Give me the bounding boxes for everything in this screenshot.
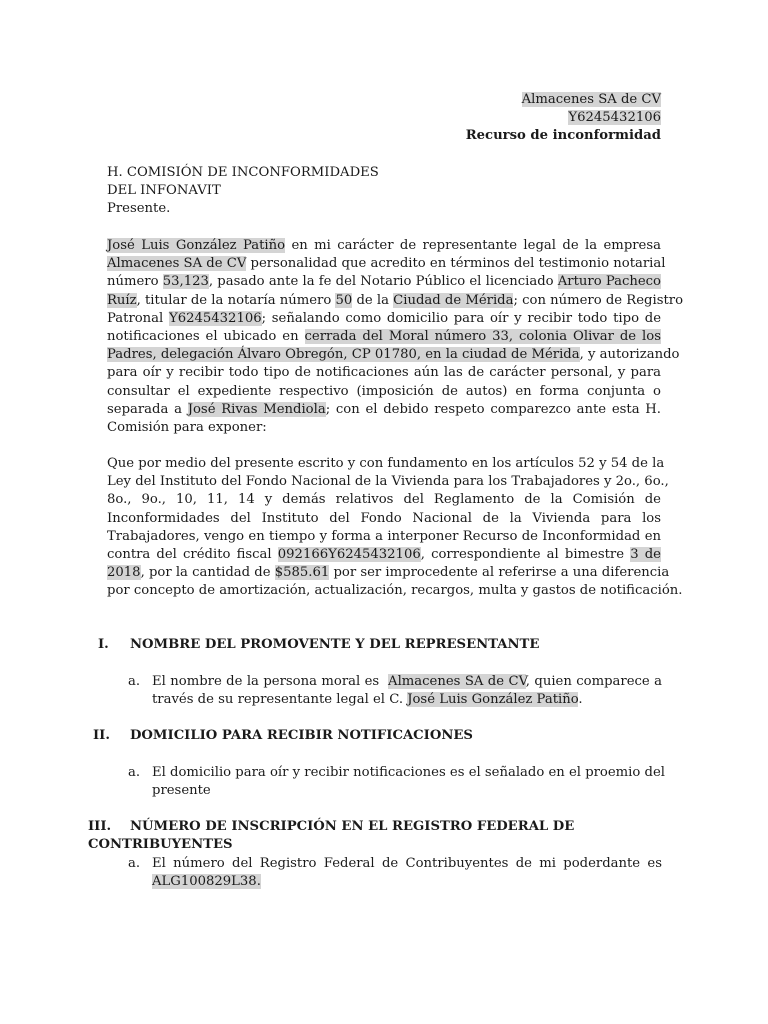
- section-1-company: Almacenes SA de CV: [388, 674, 526, 689]
- intro-representative: José Luis González Patiño: [107, 238, 286, 253]
- body-paragraph: Que por medio del presente escrito y con fundamento en los artículos 52 y 54 de la Ley del Instituto del Fondo Nacional de la Vivienda para los Trabajadores y 2o., 6o., 8o., 9o., 10, 11, 14 y demás relativos del Reglamento de la Comisión de Inconformidades del Instituto del Fondo Nacional de la Vivienda para los Trabajadores, vengo en tiempo y forma a interponer Recurso de Inconformidad en contra del crédito fiscal 092166Y6245432106, correspondiente al bimestre 3 de 2018, por la cantidad de $585.61 por ser improcedente al referirse a una diferencia por concepto de amortización, actualización, recargos, multa y gastos de notificación.: [107, 456, 683, 599]
- section-1-representative: José Luis González Patiño: [407, 692, 579, 708]
- section-2-item-letter: a.: [128, 765, 141, 780]
- intro-autorizado: José Rivas Mendiola: [187, 401, 326, 417]
- section-1-heading: [98, 636, 678, 654]
- body-bimestre-part1: 3 de: [630, 547, 661, 563]
- section-3-item-letter: a.: [128, 856, 141, 871]
- header-subject: Recurso de inconformidad: [465, 128, 661, 144]
- section-3-text-line-1: El número del Registro Federal de Contribuyentes de mi poderdante es: [152, 856, 662, 871]
- header-company: Almacenes SA de CV: [521, 92, 661, 107]
- body-bimestre-part2: 2018: [107, 565, 141, 581]
- intro-ciudad: Ciudad de Mérida: [393, 292, 514, 308]
- intro-domicilio-part1: cerrada del Moral número 33, colonia Olivar de los: [304, 329, 661, 345]
- section-2-text-line-2: presente: [152, 783, 211, 799]
- addressee-line-2: DEL INFONAVIT: [107, 183, 221, 199]
- intro-notaria-num: 50: [335, 292, 353, 308]
- section-1-item-letter: a.: [128, 674, 141, 689]
- addressee-line-1: H. COMISIÓN DE INCONFORMIDADES: [107, 165, 379, 180]
- intro-registro: Y6245432106: [169, 310, 262, 326]
- section-3-title: NÚMERO DE INSCRIPCIÓN EN EL REGISTRO FEDERAL DE CONTRIBUYENTES: [88, 819, 575, 853]
- section-3-rfc: ALG100829L38.: [152, 874, 261, 890]
- document-header: [466, 91, 661, 146]
- intro-domicilio-part2: Padres, delegación Álvaro Obregón, CP 01780, en la ciudad de Mérida: [107, 347, 580, 363]
- addressee-line-3: Presente.: [107, 201, 171, 217]
- section-1-number: I.: [98, 637, 109, 652]
- intro-testimonio-num: 53,123: [162, 274, 209, 290]
- addressee-block: [107, 164, 667, 219]
- intro-notario-first: Arturo Pacheco: [557, 274, 661, 290]
- body-credito: 092166Y6245432106: [277, 547, 421, 563]
- section-3-heading: [88, 818, 668, 854]
- section-2-number: II.: [93, 728, 110, 743]
- intro-company: Almacenes SA de CV: [107, 256, 247, 272]
- section-2-title: DOMICILIO PARA RECIBIR NOTIFICACIONES: [130, 728, 473, 743]
- header-registro: Y6245432106: [568, 110, 661, 126]
- intro-paragraph: José Luis González Patiño en mi carácter de representante legal de la empresa Almacenes SA de CV personalidad que acredito en términos del testimonio notarial número 53,123, pasado ante la fe del Notario Público el licenciado Arturo Pacheco Ruíz, titular de la notaría número 50 de la Ciudad de Mérida; con número de Registro Patronal Y6245432106; señalando como domicilio para oír y recibir todo tipo de notificaciones el ubicado en cerrada del Moral número 33, colonia Olivar de los Padres, delegación Álvaro Obregón, CP 01780, en la ciudad de Mérida, y autorizando para oír y recibir todo tipo de notificaciones aún las de carácter personal, y para consultar el expediente respectivo (imposición de autos) en forma conjunta o separada a José Rivas Mendiola; con el debido respeto comparezco ante esta H. Comisión para exponer:: [107, 238, 684, 436]
- document-page: Almacenes SA de CV Y6245432106 Recurso de inconformidad H. COMISIÓN DE INCONFORMIDADES DEL INFONAVIT Presente. José Luis González Patiño en mi carácter de representante legal de la empresa Almacenes SA de CV personalidad que acredito en términos del testimonio notarial número 53,123, pasado ante la fe del Notario Público el licenciado Arturo Pacheco Ruíz, titular de la notaría número 50 de la Ciudad de Mérida; con número de Registro Patronal Y6245432106; señalando como domicilio para oír y recibir todo tipo de notificaciones el ubicado en cerrada del Moral número 33, colonia Olivar de los Padres, delegación Álvaro Obregón, CP 01780, en la ciudad de Mérida, y autorizando para oír y recibir todo tipo de notificaciones aún las de carácter personal, y para consultar el expediente respectivo (imposición de autos) en forma conjunta o separada a José Rivas Mendiola; con el debido respeto comparezco ante esta H. Comisión para exponer: Que por medio del presente escrito y con fundamento en los artículos 52 y 54 de la Ley del Instituto del Fondo Nacional de la Vivienda para los Trabajadores y 2o., 6o., 8o., 9o., 10, 11, 14 y demás relativos del Reglamento de la Comisión de Inconformidades del Instituto del Fondo Nacional de la Vivienda para los Trabajadores, vengo en tiempo y forma a interponer Recurso de Inconformidad en contra del crédito fiscal 092166Y6245432106, correspondiente al bimestre 3 de 2018, por la cantidad de $585.61 por ser improcedente al referirse a una diferencia por concepto de amortización, actualización, recargos, multa y gastos de notificación. I. NOMBRE DEL PROMOVENTE Y DEL REPRESENTANTE a. El nombre de la persona moral es Almacenes SA de CV, quien comparece a través de su representante legal el C. José Luis González Patiño. II. DOMICILIO PARA RECIBIR NOTIFICACIONES a. El domicilio para oír y recibir notificaciones es el señalado en el proemio del presente III. NÚMERO DE INSCRIPCIÓN EN EL REGISTRO FEDERAL DE CONTRIBUYENTES a. El número del Registro Federal de Contribuyentes de mi poderdante es ALG100829L38.: [88, 92, 684, 890]
- section-1-title: NOMBRE DEL PROMOVENTE Y DEL REPRESENTANTE: [130, 637, 540, 652]
- section-2-heading: [93, 727, 673, 745]
- section-2-text-line-1: El domicilio para oír y recibir notificaciones es el señalado en el proemio del: [152, 765, 665, 780]
- body-cantidad: $585.61: [274, 565, 330, 581]
- intro-notario-last: Ruíz: [107, 292, 137, 308]
- section-3-number: III.: [88, 819, 112, 834]
